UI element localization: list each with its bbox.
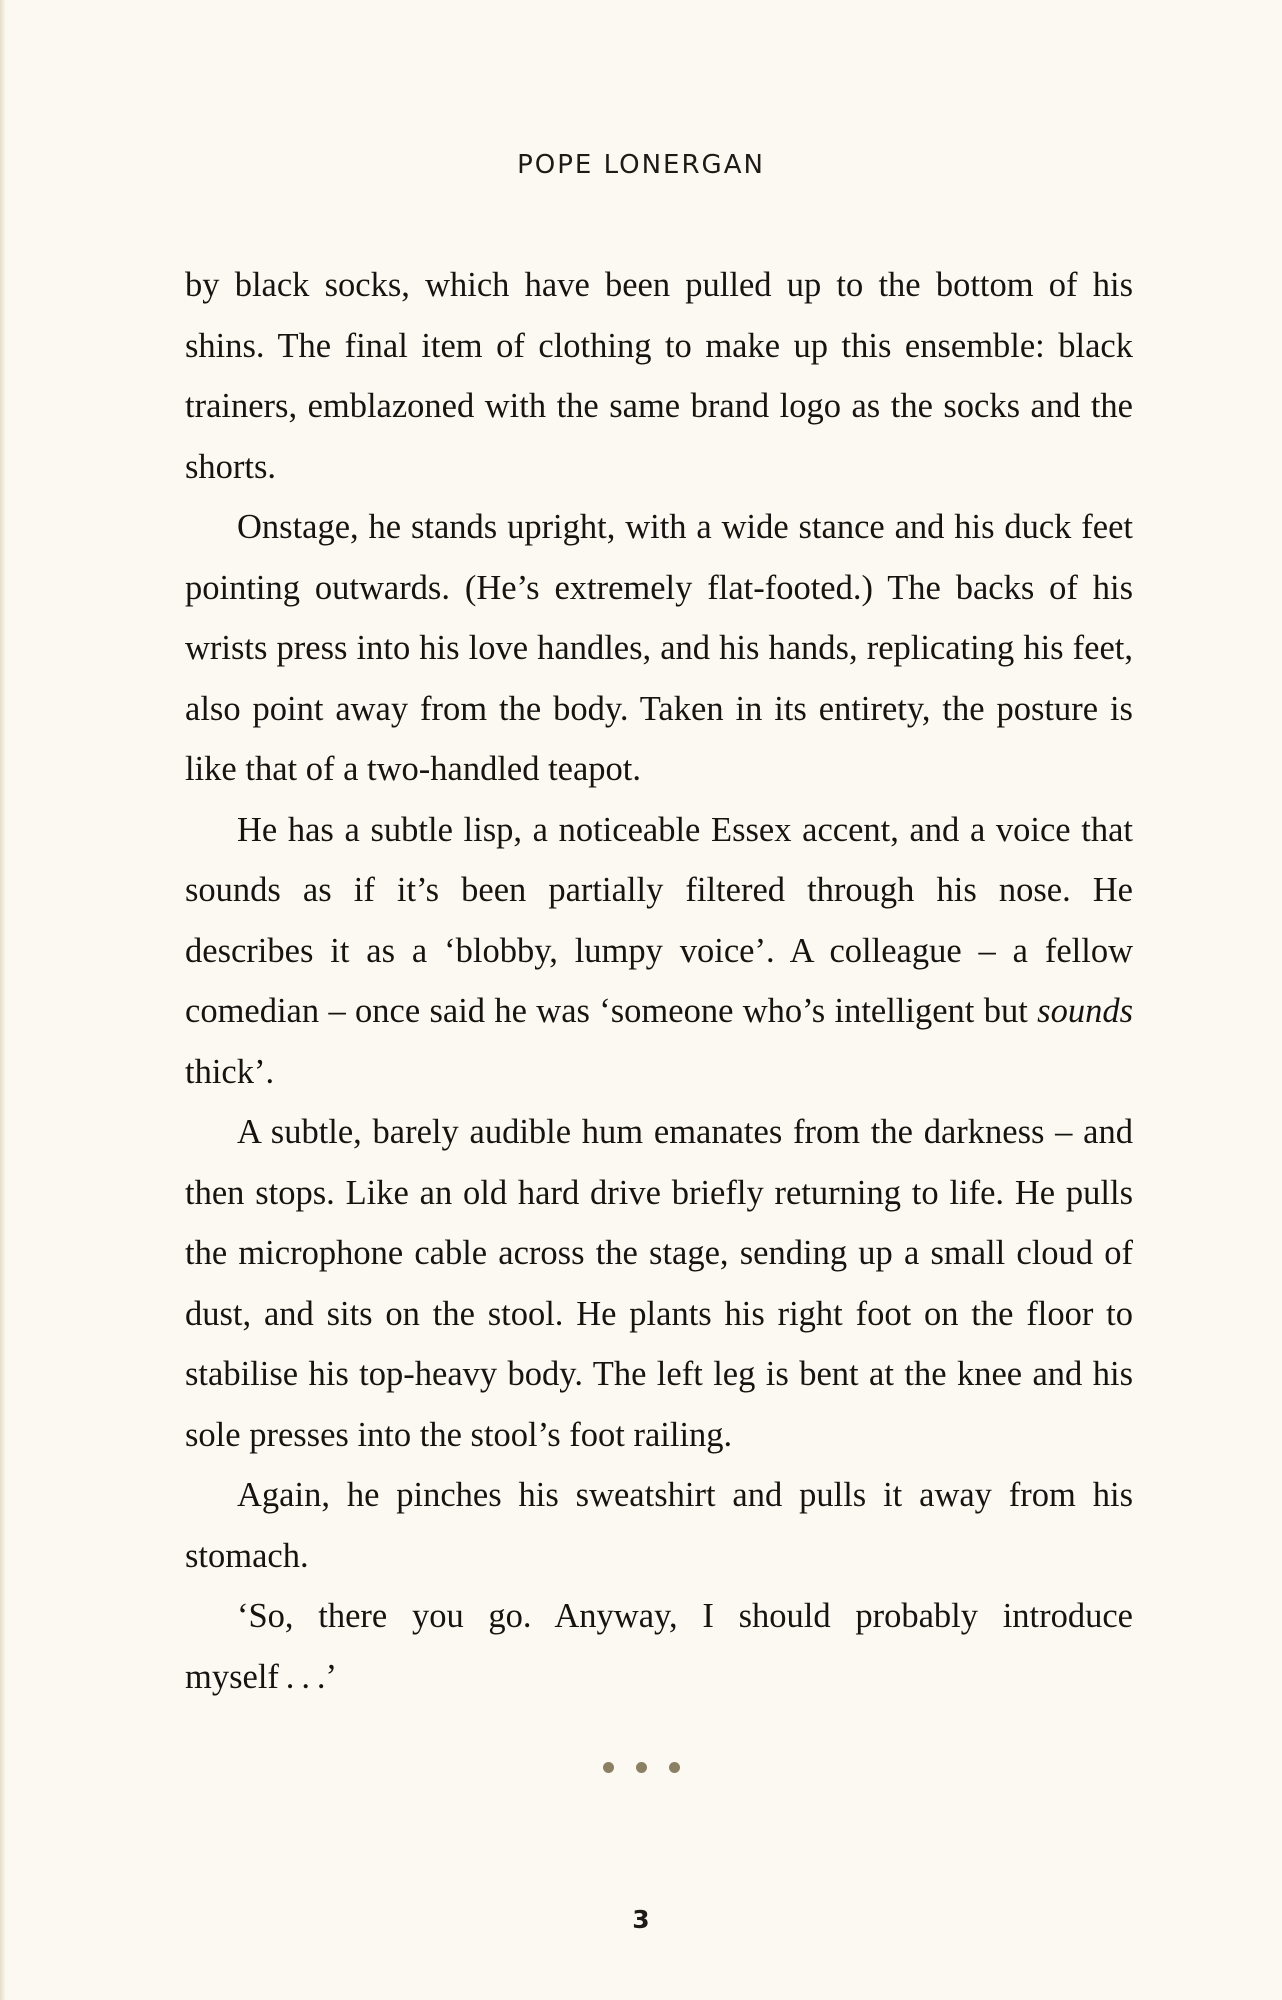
- body-text: [185, 255, 1133, 1707]
- paragraph: A subtle, barely audible hum emanates from the darkness – and then stops. Like an old hard drive briefly returning to life. He pulls the microphone cable across the stage, sending up a small cloud of dust, and sits on the stool. He plants his right foot on the floor to stabilise his top-heavy body. The left leg is bent at the knee and his sole presses into the stool’s foot railing.: [185, 1113, 1133, 1454]
- paragraph-text: He has a subtle lisp, a noticeable Essex accent, and a voice that sounds as if it’s been partially filtered through his nose. He describes it as a ‘blobby, lumpy voice’. A colleague – a fellow comedian – once said he was ‘someone who’s intelligent but: [185, 810, 1133, 1030]
- paragraph: [185, 800, 1133, 1103]
- paragraph: Onstage, he stands upright, with a wide stance and his duck feet pointing outwards. (He’s extremely flat-footed.) The backs of his wrists press into his love handles, and his hands, replicating his feet, also point away from the body. Taken in its entirety, the posture is like that of a two-handled teapot.: [185, 508, 1133, 788]
- paragraph-text: thick’.: [185, 1052, 275, 1091]
- three-dots-separator-icon: [0, 1762, 1282, 1773]
- italic-emphasis: sounds: [1037, 992, 1133, 1030]
- page-number: 3: [632, 1905, 650, 1934]
- running-head: POPE LONERGAN: [517, 150, 765, 180]
- page-edge-shadow: [0, 0, 6, 2000]
- ornament-dot: [669, 1762, 680, 1773]
- ornament-dot: [636, 1762, 647, 1773]
- paragraph: ‘So, there you go. Anyway, I should probably introduce myself . . .’: [185, 1597, 1133, 1696]
- paragraph: by black socks, which have been pulled up to the bottom of his shins. The final item of clothing to make up this ensemble: black trainers, emblazoned with the same brand logo as the socks and the shorts.: [185, 266, 1133, 486]
- ornament-dot: [603, 1762, 614, 1773]
- paragraph: Again, he pinches his sweatshirt and pulls it away from his stomach.: [185, 1476, 1133, 1575]
